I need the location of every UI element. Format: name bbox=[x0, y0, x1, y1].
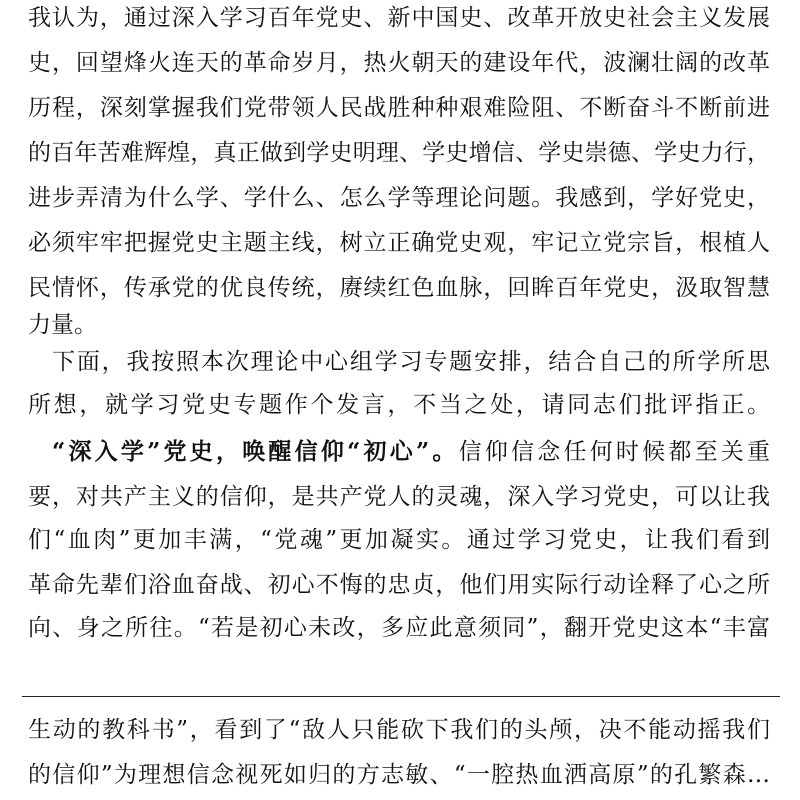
text-line: 向、身之所往。“若是初心未改，多应此意须同”，翻开党史这本“丰富 bbox=[28, 615, 770, 641]
text-line bbox=[52, 434, 770, 470]
text-line: 要，对共产主义的信仰，是共产党人的灵魂，深入学习党史，可以让我 bbox=[28, 484, 770, 510]
text-line: 的百年苦难辉煌，真正做到学史明理、学史增信、学史崇德、学史力行， bbox=[28, 140, 770, 166]
page-divider bbox=[22, 696, 780, 697]
text-line: 力量。 bbox=[28, 312, 97, 338]
text-line: 生动的教科书”，看到了“敌人只能砍下我们的头颅，决不能动摇我们 bbox=[28, 717, 770, 743]
text-line: 我认为，通过深入学习百年党史、新中国史、改革开放史社会主义发展 bbox=[28, 5, 770, 31]
text-line: 民情怀，传承党的优良传统，赓续红色血脉，回眸百年党史，汲取智慧 bbox=[28, 275, 770, 301]
text-line: 下面，我按照本次理论中心组学习专题安排，结合自己的所学所思 bbox=[52, 349, 770, 375]
text-line: 革命先辈们浴血奋战、初心不悔的忠贞，他们用实际行动诠释了心之所 bbox=[28, 572, 770, 598]
text-line: 们“血肉”更加丰满，“党魂”更加凝实。通过学习党史，让我们看到 bbox=[28, 527, 770, 553]
text-line: 必须牢牢把握党史主题主线，树立正确党史观，牢记立党宗旨，根植人 bbox=[28, 230, 770, 256]
text-line: 的信仰”为理想信念视死如归的方志敏、“一腔热血洒高原”的孔繁森… bbox=[28, 762, 770, 788]
text-line: 所想，就学习党史专题作个发言，不当之处，请同志们批评指正。 bbox=[28, 392, 770, 418]
text-line: 史，回望烽火连天的革命岁月，热火朝天的建设年代，波澜壮阔的改革 bbox=[28, 50, 770, 76]
section-heading: “深入学”党史，唤醒信仰“初心”。 bbox=[52, 438, 459, 465]
text-span: 信仰信念任何时候都至关重 bbox=[458, 439, 770, 465]
text-line: 进步弄清为什么学、学什么、怎么学等理论问题。我感到，学好党史， bbox=[28, 185, 770, 211]
text-line: 历程，深刻掌握我们党带领人民战胜种种艰难险阻、不断奋斗不断前进 bbox=[28, 95, 770, 121]
